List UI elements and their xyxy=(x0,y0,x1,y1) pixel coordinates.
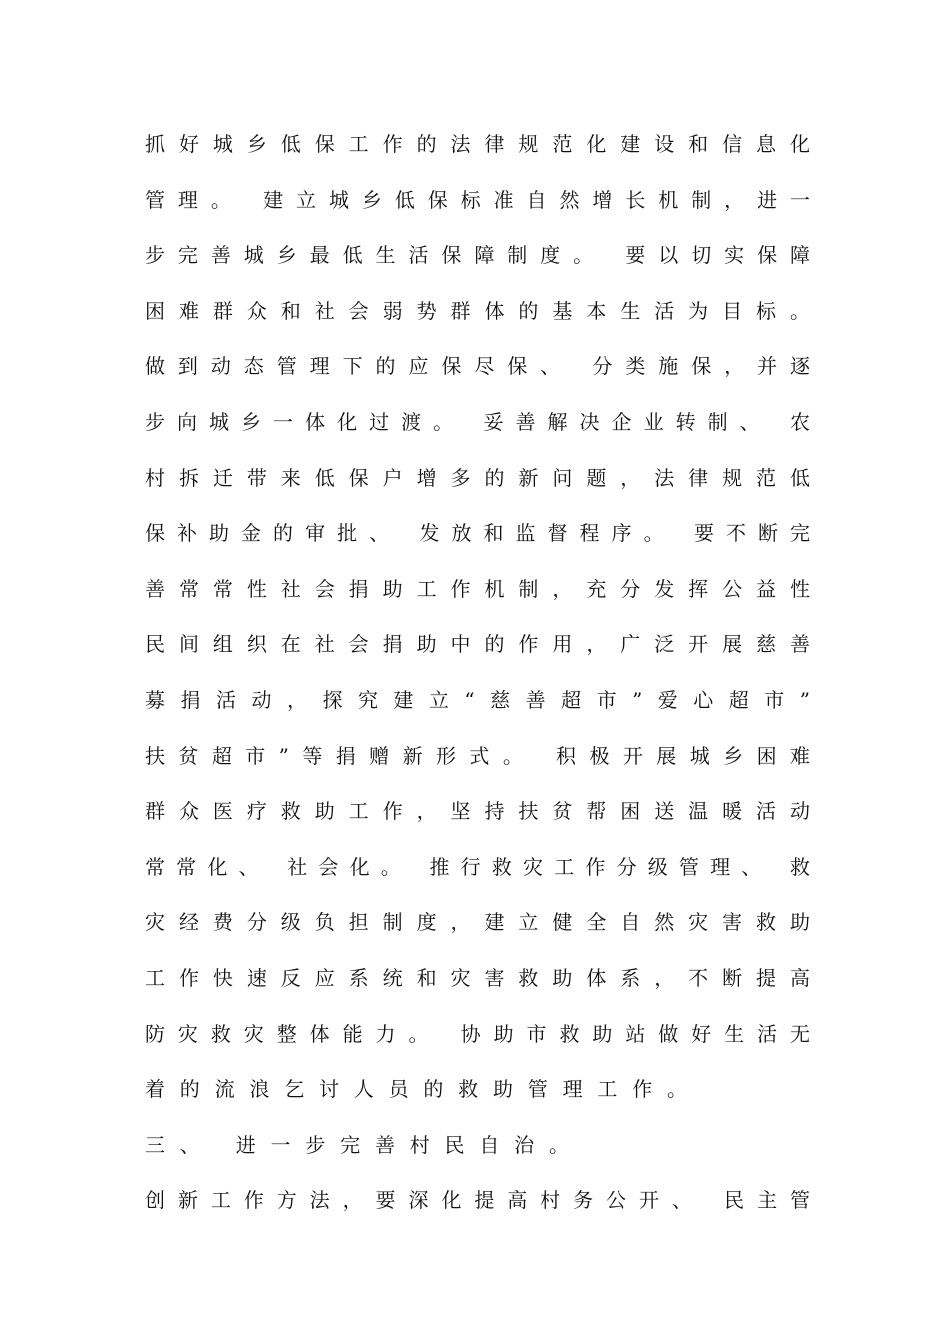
text-line: 民间组织在社会捐助中的作用，广泛开展慈善 xyxy=(145,632,810,657)
text-line: 善常常性社会捐助工作机制，充分发挥公益性 xyxy=(145,576,810,601)
text-line: 创新工作方法，要深化提高村务公开、 民主管 xyxy=(145,1188,810,1213)
text-line: 工作快速反应系统和灾害救助体系，不断提高 xyxy=(145,965,810,990)
text-line: 抓好城乡低保工作的法律规范化建设和信息化 xyxy=(145,132,810,156)
text-line: 常常化、 社会化。 推行救灾工作分级管理、 救 xyxy=(145,854,810,879)
section-heading: 三、 进一步完善村民自治。 xyxy=(145,1132,584,1157)
text-line: 灾经费分级负担制度，建立健全自然灾害救助 xyxy=(145,910,810,935)
text-line: 募捐活动，探究建立“慈善超市”爱心超市” xyxy=(145,687,810,712)
text-line: 管理。 建立城乡低保标准自然增长机制，进一 xyxy=(145,187,810,212)
text-line: 保补助金的审批、 发放和监督程序。 要不断完 xyxy=(145,521,810,546)
text-line: 着的流浪乞讨人员的救助管理工作。 xyxy=(145,1077,702,1102)
text-line: 扶贫超市”等捐赠新形式。 积极开展城乡困难 xyxy=(145,743,810,768)
text-line: 步向城乡一体化过渡。 妥善解决企业转制、 农 xyxy=(145,409,810,434)
text-line: 防灾救灾整体能力。 协助市救助站做好生活无 xyxy=(145,1021,810,1046)
text-line: 步完善城乡最低生活保障制度。 要以切实保障 xyxy=(145,243,810,268)
text-line: 村拆迁带来低保户增多的新问题，法律规范低 xyxy=(145,465,810,490)
text-line: 困难群众和社会弱势群体的基本生活为目标。 xyxy=(145,298,810,323)
text-line: 做到动态管理下的应保尽保、 分类施保，并逐 xyxy=(145,354,810,379)
body-text xyxy=(145,125,810,1237)
text-line: 群众医疗救助工作，坚持扶贫帮困送温暖活动 xyxy=(145,799,810,824)
